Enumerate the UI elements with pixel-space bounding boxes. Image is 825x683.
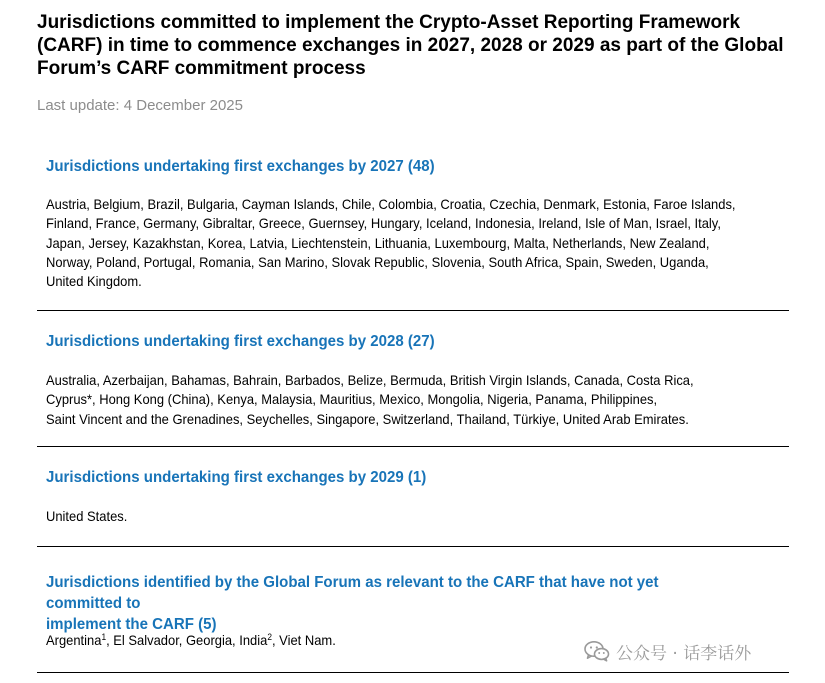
section-heading-2027: Jurisdictions undertaking first exchanges by 2027 (48) <box>46 158 435 175</box>
section-divider <box>37 546 789 547</box>
section-list-2027 <box>46 195 768 291</box>
jurisdiction-argentina: Argentina <box>46 632 102 648</box>
list-line: Austria, Belgium, Brazil, Bulgaria, Cayman Islands, Chile, Colombia, Croatia, Czechia, Denmark, Estonia, Faroe Islands, <box>46 196 736 212</box>
list-line: Saint Vincent and the Grenadines, Seychelles, Singapore, Switzerland, Thailand, Türkiye, United Arab Emirates. <box>46 410 689 427</box>
section-list-2029 <box>46 507 768 526</box>
footnote-marker: 1 <box>101 632 107 642</box>
list-line: Finland, France, Germany, Gibraltar, Greece, Guernsey, Hungary, Iceland, Indonesia, Ireland, Isle of Man, Israel, Italy, <box>46 215 721 232</box>
watermark <box>584 640 751 662</box>
list-line: Cyprus*, Hong Kong (China), Kenya, Malaysia, Mauritius, Mexico, Mongolia, Nigeria, Panama, Philippines, <box>46 391 658 408</box>
jurisdiction-group: , El Salvador, Georgia, India <box>106 632 268 648</box>
section-heading-2029: Jurisdictions undertaking first exchanges by 2029 (1) <box>46 469 427 486</box>
list-line: United States. <box>46 508 128 524</box>
list-line: Norway, Poland, Portugal, Romania, San Marino, Slovak Republic, Slovenia, South Africa, Spain, Sweden, Uganda, <box>46 253 709 270</box>
document-title: Jurisdictions committed to implement the Crypto-Asset Reporting Framework (CARF) in time to commence exchanges in 2027, 2028 or 2029 as part of the Global Forum’s CARF commitment process <box>37 12 784 79</box>
section-list-2028 <box>46 371 768 429</box>
heading-line: Jurisdictions identified by the Global Forum as relevant to the CARF that have not yet committed to <box>46 574 659 612</box>
list-line: Japan, Jersey, Kazakhstan, Korea, Latvia, Liechtenstein, Lithuania, Luxembourg, Malta, Netherlands, New Zealand, <box>46 234 710 251</box>
wechat-icon <box>584 640 610 662</box>
list-line: Australia, Azerbaijan, Bahamas, Bahrain, Barbados, Belize, Bermuda, British Virgin Islands, Canada, Costa Rica, <box>46 372 694 388</box>
jurisdiction-viet-nam: , Viet Nam. <box>271 632 336 648</box>
watermark-text: 公众号 · 话李话外 <box>616 643 752 664</box>
section-heading-not-committed <box>46 572 737 635</box>
last-update: Last update: 4 December 2025 <box>37 97 243 114</box>
section-heading-2028: Jurisdictions undertaking first exchanges by 2028 (27) <box>46 333 435 350</box>
section-divider <box>37 672 789 673</box>
section-divider <box>37 310 789 311</box>
section-divider <box>37 446 789 447</box>
footnote-marker: 2 <box>267 632 272 642</box>
heading-line: implement the CARF (5) <box>46 616 217 633</box>
list-line: United Kingdom. <box>46 273 142 290</box>
